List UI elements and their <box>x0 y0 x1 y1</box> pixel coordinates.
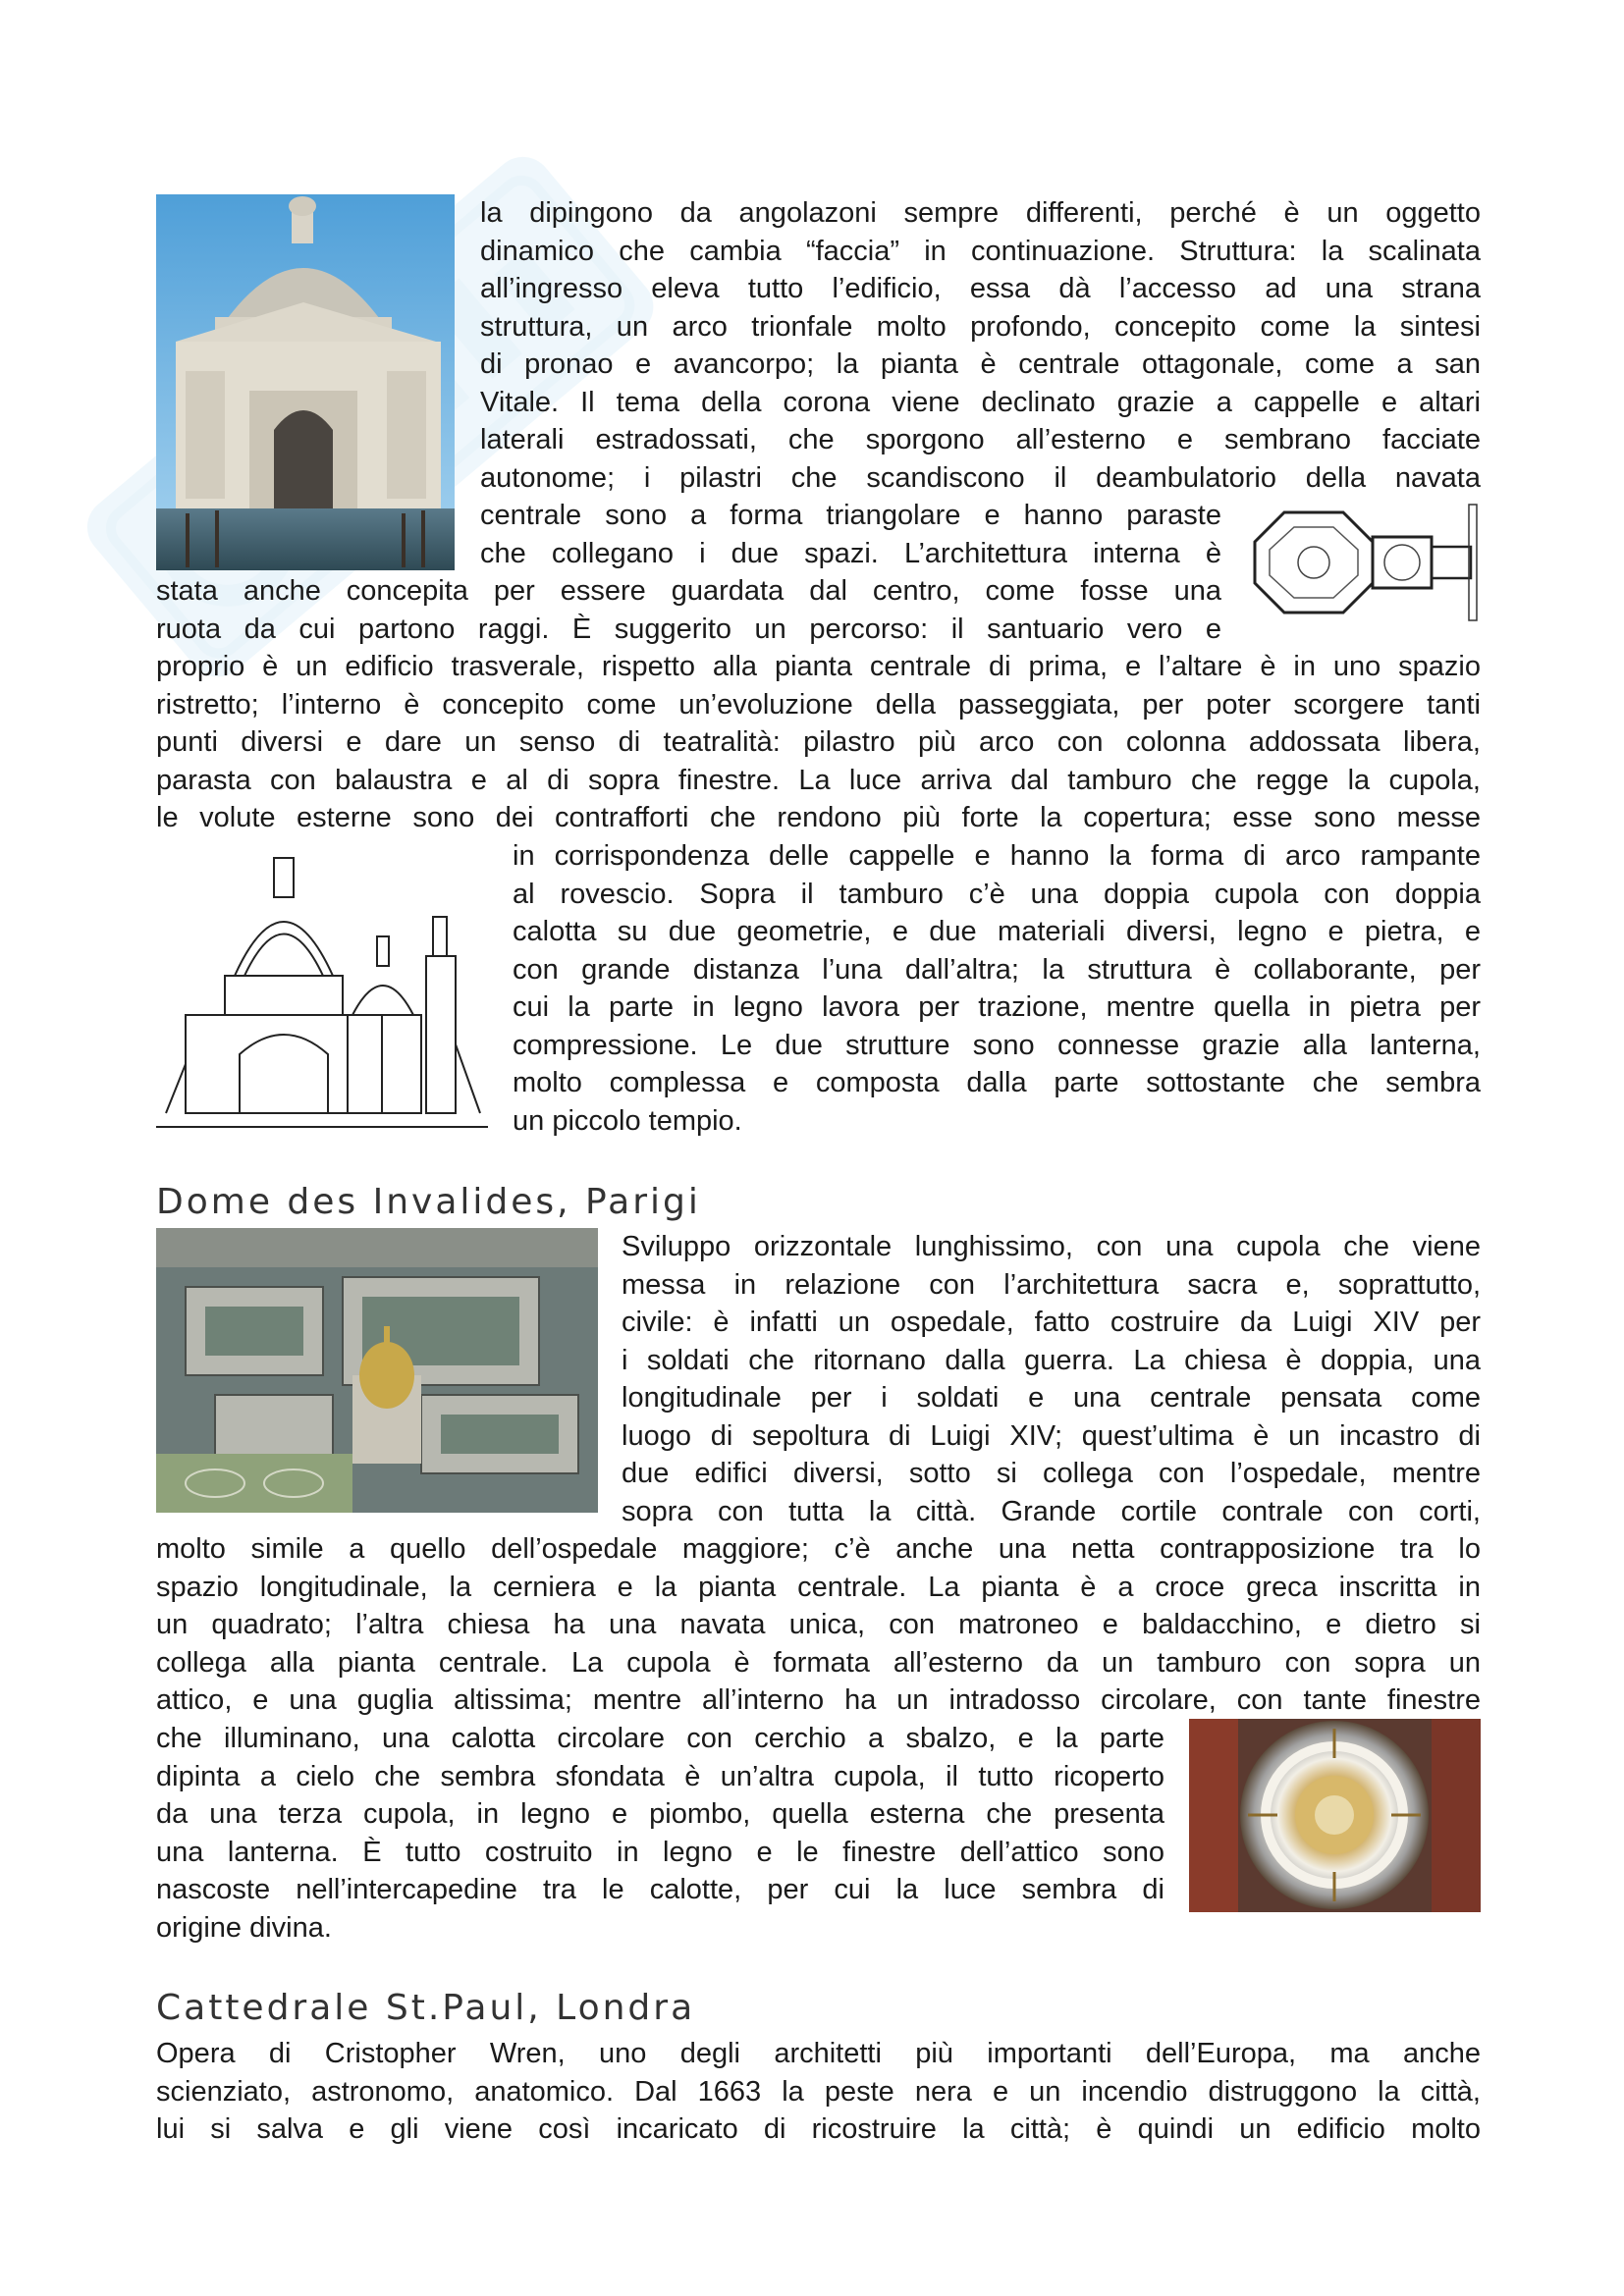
text-line: molto simile a quello dell’ospedale maggiore; c’è anche una netta contrapposizione tra lo <box>156 1533 1481 1565</box>
text-line: lui si salva e gli viene così incaricato di ricostruire la città; è quindi un edificio molto <box>156 2113 1481 2145</box>
text-line: collega alla pianta centrale. La cupola è formata all’esterno da un tamburo con sopra un <box>156 1646 1481 1679</box>
text-line: sopra con tutta la città. Grande cortile contrale con corti, <box>622 1495 1481 1527</box>
text-line: struttura, un arco trionfale molto profondo, concepito come la sintesi <box>480 310 1481 343</box>
text-line: all’ingresso eleva tutto l’edificio, essa dà l’accesso ad una strana <box>480 273 1481 304</box>
text-line: compressione. Le due strutture sono connesse grazie alla lanterna, <box>513 1029 1481 1061</box>
text-line: molto complessa e composta dalla parte sottostante che sembra <box>513 1067 1481 1098</box>
text-line: laterali estradossati, che sporgono all’esterno e sembrano facciate <box>480 424 1481 455</box>
text-line: scienziato, astronomo, anatomico. Dal 1663 la peste nera e un incendio distruggono la città, <box>156 2075 1481 2108</box>
text-line: cui la parte in legno lavora per trazione, mentre quella in pietra per <box>513 991 1481 1023</box>
section-drawing <box>156 848 488 1135</box>
text-line: centrale sono a forma triangolare e hanno paraste <box>480 500 1221 531</box>
text-block-6 <box>622 1228 1481 1530</box>
text-line: ristretto; l’interno è concepito come un’evoluzione della passeggiata, per poter scorgere tanti <box>156 688 1481 721</box>
octagonal-plan-drawing <box>1245 503 1481 622</box>
text-line: messa in relazione con l’architettura sacra e, soprattutto, <box>622 1268 1481 1301</box>
text-line: Vitale. Il tema della corona viene declinato grazie a cappelle e altari <box>480 386 1481 418</box>
text-line: nascoste nell’intercapedine tra le calotte, per cui la luce sembra di <box>156 1874 1164 1905</box>
text-line: luogo di sepoltura di Luigi XIV; quest’ultima è un incastro di <box>622 1419 1481 1452</box>
text-line: in corrispondenza delle cappelle e hanno la forma di arco rampante <box>513 840 1481 872</box>
text-block-7 <box>156 1530 1481 1720</box>
text-block-5 <box>513 837 1481 1140</box>
text-line: un piccolo tempio. <box>513 1104 742 1137</box>
section-heading-st-paul: Cattedrale St.Paul, Londra <box>156 1988 696 2028</box>
text-line: longitudinale per i soldati e una centrale pensata come <box>622 1382 1481 1414</box>
text-line: di pronao e avancorpo; la pianta è centrale ottagonale, come a san <box>480 348 1481 380</box>
text-block-8 <box>156 1720 1164 1947</box>
text-line: la dipingono da angolazoni sempre differenti, perché è un oggetto <box>480 197 1481 229</box>
text-line: dipinta a cielo che sembra sfondata è un’altra cupola, il tutto ricoperto <box>156 1760 1164 1792</box>
text-line: calotta su due geometrie, e due materiali diversi, legno e pietra, e <box>513 916 1481 947</box>
text-line: spazio longitudinale, la cerniera e la pianta centrale. La pianta è a croce greca inscritta in <box>156 1571 1481 1603</box>
text-line: civile: è infatti un ospedale, fatto costruire da Luigi XIV per <box>622 1307 1481 1338</box>
text-block-1 <box>480 194 1481 497</box>
text-line: un quadrato; l’altra chiesa ha una navata unica, con matroneo e baldacchino, e dietro si <box>156 1609 1481 1640</box>
text-line: Opera di Cristopher Wren, uno degli architetti più importanti dell’Europa, ma anche <box>156 2038 1481 2069</box>
text-line: che collegano i due spazi. L’architettura interna è <box>480 537 1221 569</box>
text-line: ruota da cui partono raggi. È suggerito un percorso: il santuario vero e <box>156 613 1221 645</box>
text-line: parasta con balaustra e al di sopra finestre. La luce arriva dal tamburo che regge la cupola, <box>156 764 1481 796</box>
text-block-4 <box>156 648 1481 837</box>
text-line: attico, e una guglia altissima; mentre all’interno ha un intradosso circolare, con tante finestre <box>156 1684 1481 1716</box>
text-line: i soldati che ritornano dalla guerra. La chiesa è doppia, una <box>622 1344 1481 1376</box>
text-line: dinamico che cambia “faccia” in continuazione. Struttura: la scalinata <box>480 235 1481 267</box>
text-line: al rovescio. Sopra il tamburo c’è una doppia cupola con doppia <box>513 878 1481 910</box>
text-line: una lanterna. È tutto costruito in legno e le finestre dell’attico sono <box>156 1836 1164 1868</box>
text-block-2 <box>480 497 1221 572</box>
dome-interior-photo <box>1189 1719 1481 1912</box>
text-line: due edifici diversi, sotto si collega con l’ospedale, mentre <box>622 1458 1481 1489</box>
text-block-9 <box>156 2035 1481 2149</box>
text-line: stata anche concepita per essere guardata dal centro, come fosse una <box>156 575 1221 607</box>
text-line: Sviluppo orizzontale lunghissimo, con una cupola che viene <box>622 1231 1481 1262</box>
section-heading-invalides: Dome des Invalides, Parigi <box>156 1182 701 1222</box>
text-line: autonome; i pilastri che scandiscono il deambulatorio della navata <box>480 461 1481 494</box>
text-line: da una terza cupola, in legno e piombo, quella esterna che presenta <box>156 1798 1164 1830</box>
text-line: punti diversi e dare un senso di teatralità: pilastro più arco con colonna addossata libera, <box>156 726 1481 758</box>
text-line: che illuminano, una calotta circolare con cerchio a sbalzo, e la parte <box>156 1723 1164 1754</box>
text-line: origine divina. <box>156 1911 332 1944</box>
invalides-aerial-photo <box>156 1228 598 1513</box>
text-line: proprio è un edificio trasverale, rispetto alla pianta centrale di prima, e l’altare è in uno spazio <box>156 651 1481 682</box>
text-block-3 <box>156 572 1221 648</box>
text-line: con grande distanza l’una dall’altra; la struttura è collaborante, per <box>513 953 1481 986</box>
salute-church-photo <box>156 194 455 570</box>
text-line: le volute esterne sono dei contrafforti che rendono più forte la copertura; esse sono messe <box>156 802 1481 833</box>
